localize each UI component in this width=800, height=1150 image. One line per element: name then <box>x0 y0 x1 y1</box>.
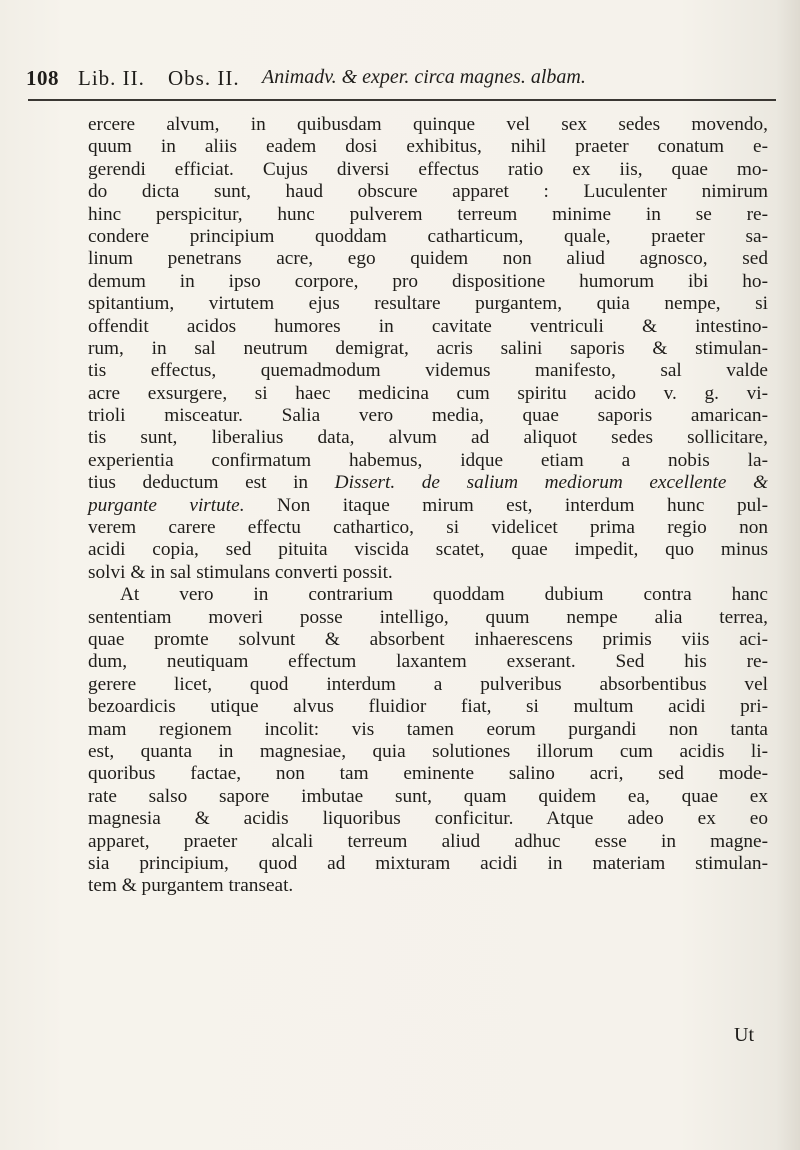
text-line: quae promte solvunt & absorbent inhaerescens primis viis aci- <box>88 628 768 650</box>
text-line: verem carere effectu cathartico, si videlicet prima regio non <box>88 517 768 539</box>
text-fragment: Non itaque mirum est, interdum hunc pul- <box>277 494 768 516</box>
page-number: 108 <box>26 66 59 90</box>
text-line: experientia confirmatum habemus, idque etiam a nobis la- <box>88 449 768 471</box>
observation-number: Obs. II. <box>168 66 240 90</box>
text-line: do dicta sunt, haud obscure apparet : Luculenter nimirum <box>88 181 768 203</box>
text-line: gerere licet, quod interdum a pulveribus absorbentibus vel <box>88 673 768 695</box>
text-line: hinc perspicitur, hunc pulverem terreum minime in se re- <box>88 203 768 225</box>
text-line: rate salso sapore imbutae sunt, quam quidem ea, quae ex <box>88 785 768 807</box>
body-text <box>88 114 768 898</box>
text-line: dum, neutiquam effectum laxantem exserant. Sed his re- <box>88 651 768 673</box>
text-line: acidi copia, sed pituita viscida scatet, quae impedit, quo minus <box>88 539 768 561</box>
dissertation-title: Dissert. de salium mediorum excellente & <box>334 472 768 494</box>
text-line-with-citation <box>88 472 768 494</box>
text-line: mam regionem incolit: vis tamen eorum purgandi non tanta <box>88 718 768 740</box>
catchword: Ut <box>734 1024 754 1046</box>
text-line: rum, in sal neutrum demigrat, acris salini saporis & stimulan- <box>88 337 768 359</box>
header-rule <box>28 99 776 101</box>
text-line: magnesia & acidis liquoribus conficitur. Atque adeo ex eo <box>88 808 768 830</box>
text-line: linum penetrans acre, ego quidem non aliud agnosco, sed <box>88 248 768 270</box>
text-line: tis sunt, liberalius data, alvum ad aliquot sedes sollicitare, <box>88 427 768 449</box>
paragraph-first-line: At vero in contrarium quoddam dubium contra hanc <box>120 584 768 606</box>
text-line: apparet, praeter alcali terreum aliud adhuc esse in magne- <box>88 830 768 852</box>
text-line: demum in ipso corpore, pro dispositione humorum ibi ho- <box>88 270 768 292</box>
book-number: Lib. II. <box>78 66 145 90</box>
text-line: est, quanta in magnesiae, quia solutiones illorum cum acidis li- <box>88 740 768 762</box>
text-line: quum in aliis eadem dosi exhibitus, nihil praeter conatum e- <box>88 136 768 158</box>
text-fragment: tius deductum est in <box>88 472 309 494</box>
text-line: gerendi efficiat. Cujus diversi effectus ratio ex iis, quae mo- <box>88 158 768 180</box>
text-line: ercere alvum, in quibusdam quinque vel sex sedes movendo, <box>88 114 768 135</box>
text-line: acre exsurgere, si haec medicina cum spiritu acido v. g. vi- <box>88 382 768 404</box>
text-line: tis effectus, quemadmodum videmus manifesto, sal valde <box>88 360 768 382</box>
page-header <box>26 66 778 94</box>
text-line: condere principium quoddam catharticum, quale, praeter sa- <box>88 225 768 247</box>
running-title: Animadv. & exper. circa magnes. albam. <box>262 66 586 88</box>
text-line-with-citation <box>88 495 768 517</box>
text-line: sia principium, quod ad mixturam acidi in materiam stimulan- <box>88 852 768 874</box>
text-line: quoribus factae, non tam eminente salino acri, sed mode- <box>88 763 768 785</box>
text-line: offendit acidos humores in cavitate ventriculi & intestino- <box>88 315 768 337</box>
text-line: spitantium, virtutem ejus resultare purgantem, quia nempe, si <box>88 293 768 315</box>
text-line: bezoardicis utique alvus fluidior fiat, si multum acidi pri- <box>88 696 768 718</box>
text-line: sententiam moveri posse intelligo, quum nempe alia terrea, <box>88 606 768 628</box>
text-line: trioli misceatur. Salia vero media, quae saporis amarican- <box>88 405 768 427</box>
paragraph-last-line: solvi & in sal stimulans converti possit. <box>88 561 393 583</box>
paragraph-last-line: tem & purgantem transeat. <box>88 875 294 897</box>
dissertation-title-end: purgante virtute. <box>88 494 245 516</box>
